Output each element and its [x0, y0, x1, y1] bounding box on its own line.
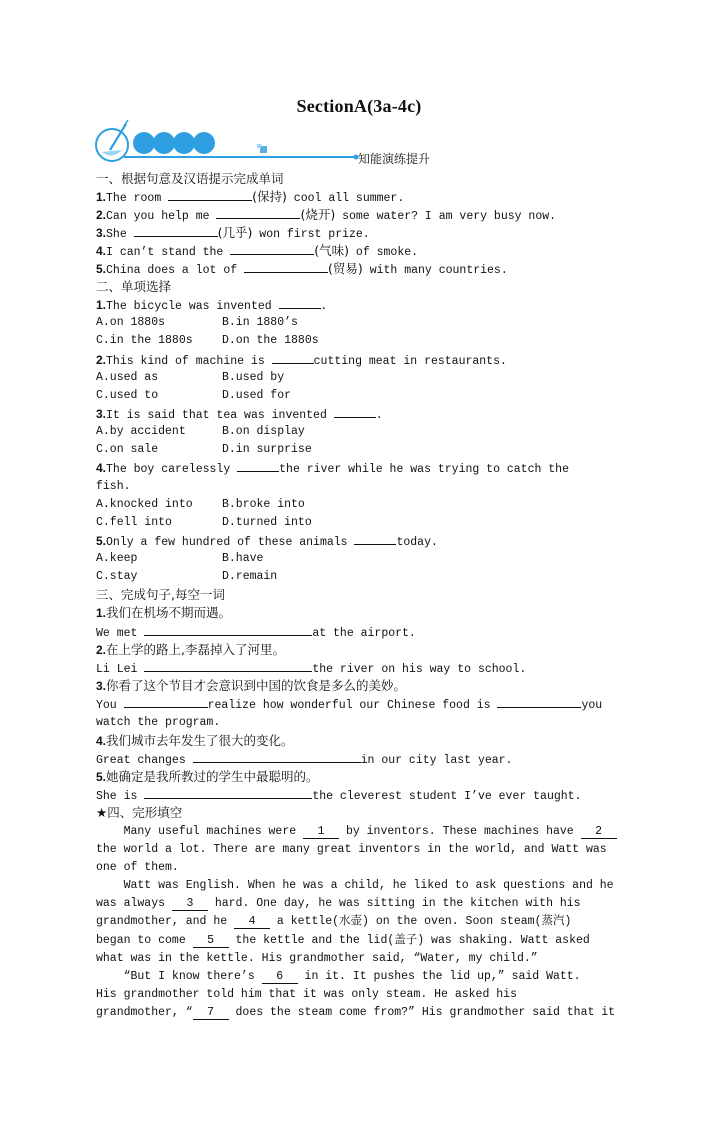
star-icon: ★ [96, 805, 108, 820]
part3-chinese: 4.我们城市去年发生了很大的变化。 [96, 733, 294, 748]
part2-option-b: B.used by [222, 371, 285, 384]
part1-item: 3.She (几乎) won first prize. [96, 225, 370, 241]
part3-english: You realize how wonderful our Chinese food is you [96, 696, 602, 713]
part2-option-d: D.in surprise [222, 443, 312, 456]
section-banner [94, 120, 544, 166]
cloze-line: Watt was English. When he was a child, he liked to ask questions and he [96, 879, 614, 892]
part1-item: 1.The room (保持) cool all summer. [96, 189, 405, 205]
part2-option-c: C.fell into [96, 516, 172, 529]
part2-option-c: C.used to [96, 389, 159, 402]
cloze-line: Many useful machines were 1 by inventors. These machines have 2 [96, 824, 617, 839]
part3-chinese: 2.在上学的路上,李磊掉入了河里。 [96, 642, 285, 657]
part2-question: 4.The boy carelessly the river while he was trying to catch the [96, 461, 569, 476]
cloze-line: grandmother, and he 4 a kettle(水壶) on the oven. Soon steam(蒸汽) [96, 915, 572, 928]
part2-option-b: B.have [222, 552, 264, 565]
part2-question: 5.Only a few hundred of these animals today. [96, 534, 438, 549]
progress-dots [133, 132, 215, 154]
cloze-blank: 4 [234, 915, 270, 929]
part2-option-c: C.stay [96, 570, 138, 583]
part2-option-b: B.in 1880’s [222, 316, 298, 329]
part2-option-d: D.on the 1880s [222, 334, 319, 347]
part3-english-cont: watch the program. [96, 716, 221, 729]
part2-option-d: D.turned into [222, 516, 312, 529]
part2-question: 2.This kind of machine is cutting meat in restaurants. [96, 353, 507, 368]
cloze-blank: 6 [262, 970, 298, 984]
part2-option-c: C.on sale [96, 443, 159, 456]
pen-icon [96, 120, 128, 161]
part2-option-a: A.keep [96, 552, 138, 565]
section-heading-1: 一、根据句意及汉语提示完成单词 [96, 171, 284, 186]
part2-option-a: A.on 1880s [96, 316, 166, 329]
section-heading-4: ★四、完形填空 [96, 805, 183, 820]
part3-chinese: 5.她确定是我所教过的学生中最聪明的。 [96, 769, 319, 784]
part2-option-c: C.in the 1880s [96, 334, 193, 347]
part3-english: We met at the airport. [96, 624, 416, 641]
cloze-line: grandmother, “ 7 does the steam come from?” His grandmother said that it [96, 1006, 616, 1019]
part1-item: 5.China does a lot of (贸易) with many countries. [96, 261, 508, 277]
cloze-blank: 1 [303, 825, 339, 839]
square-icon [260, 146, 267, 153]
cloze-line: “But I know there’s 6 in it. It pushes the lid up,” said Watt. [96, 970, 581, 983]
cloze-blank: 7 [193, 1006, 229, 1020]
part3-english: She is the cleverest student I’ve ever taught. [96, 787, 581, 804]
cloze-blank: 3 [172, 897, 208, 911]
page-title: SectionA(3a-4c) [296, 96, 422, 116]
part2-option-d: D.remain [222, 570, 278, 583]
part3-chinese: 3.你看了这个节目才会意识到中国的饮食是多么的美妙。 [96, 678, 407, 693]
cloze-line: the world a lot. There are many great inventors in the world, and Watt was [96, 843, 607, 856]
part3-chinese: 1.我们在机场不期而遇。 [96, 605, 232, 620]
part2-question: 1.The bicycle was invented . [96, 298, 328, 313]
cloze-line: one of them. [96, 861, 179, 874]
part2-option-b: B.broke into [222, 498, 305, 511]
cloze-line: His grandmother told him that it was only steam. He asked his [96, 988, 517, 1001]
part2-option-a: A.knocked into [96, 498, 193, 511]
section-heading-2: 二、单项选择 [96, 279, 172, 294]
cloze-line: began to come 5 the kettle and the lid(盖子) was shaking. Watt asked [96, 934, 590, 947]
cloze-blank: 2 [581, 825, 617, 839]
part2-question-cont: fish. [96, 480, 131, 493]
part1-item: 4.I can’t stand the (气味) of smoke. [96, 243, 419, 259]
part3-english: Li Lei the river on his way to school. [96, 660, 526, 677]
part3-english: Great changes in our city last year. [96, 751, 512, 768]
cloze-blank: 5 [193, 934, 229, 948]
cloze-line: what was in the kettle. His grandmother said, “Water, my child.” [96, 952, 538, 965]
part2-option-a: A.by accident [96, 425, 186, 438]
section-heading-3: 三、完成句子,每空一词 [96, 587, 225, 602]
part1-item: 2.Can you help me (烧开) some water? I am very busy now. [96, 207, 557, 223]
cloze-line: was always 3 hard. One day, he was sitting in the kitchen with his [96, 897, 581, 910]
part2-question: 3.It is said that tea was invented . [96, 407, 383, 422]
banner-label: 知能演练提升 [358, 152, 431, 166]
part2-option-d: D.used for [222, 389, 292, 402]
part2-option-b: B.on display [222, 425, 305, 438]
part2-option-a: A.used as [96, 371, 159, 384]
